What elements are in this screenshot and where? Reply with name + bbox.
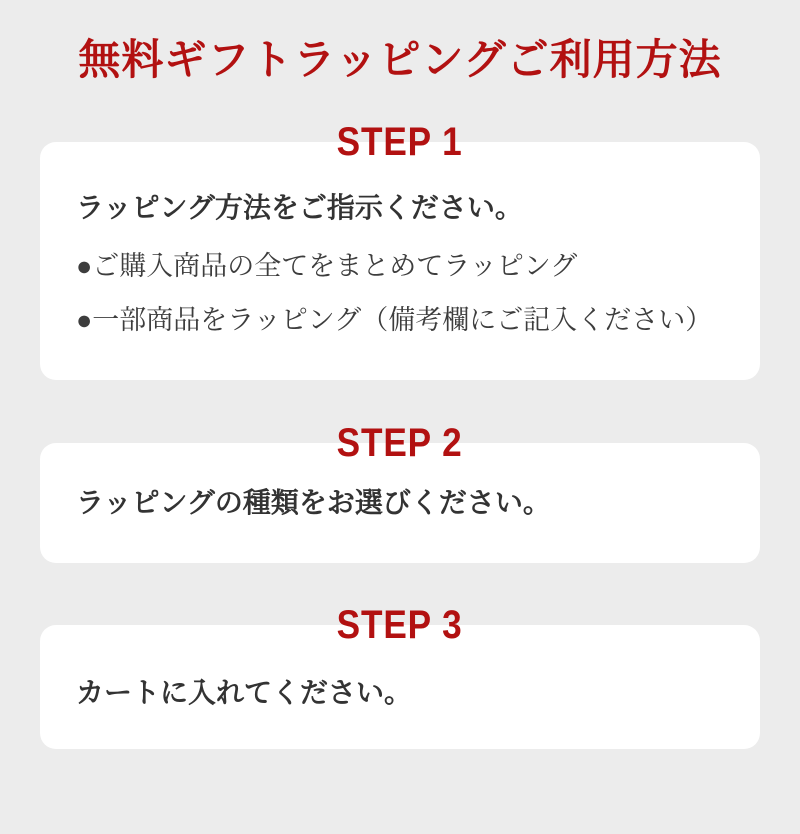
step-2-label-text: STEP 2 — [337, 421, 463, 465]
step-2-label — [0, 423, 800, 463]
step-1-label — [0, 122, 800, 162]
step-1-card — [40, 142, 760, 380]
step-1-bullet-2: ●一部商品をラッピング（備考欄にご記入ください） — [76, 305, 713, 336]
page-title: 無料ギフトラッピングご利用方法 — [78, 36, 722, 83]
step-1-heading: ラッピング方法をご指示ください。 — [76, 192, 523, 223]
step-1-bullet-1: ●ご購入商品の全てをまとめてラッピング — [76, 251, 578, 282]
step-3-label-text: STEP 3 — [337, 603, 463, 647]
step-2-heading: ラッピングの種類をお選びください。 — [76, 487, 551, 518]
step-3-heading: カートに入れてください。 — [76, 677, 413, 708]
step-3-section — [0, 605, 800, 749]
step-1-label-text: STEP 1 — [337, 120, 463, 164]
step-3-label — [0, 605, 800, 645]
step-2-section — [0, 423, 800, 563]
step-1-section — [0, 122, 800, 380]
